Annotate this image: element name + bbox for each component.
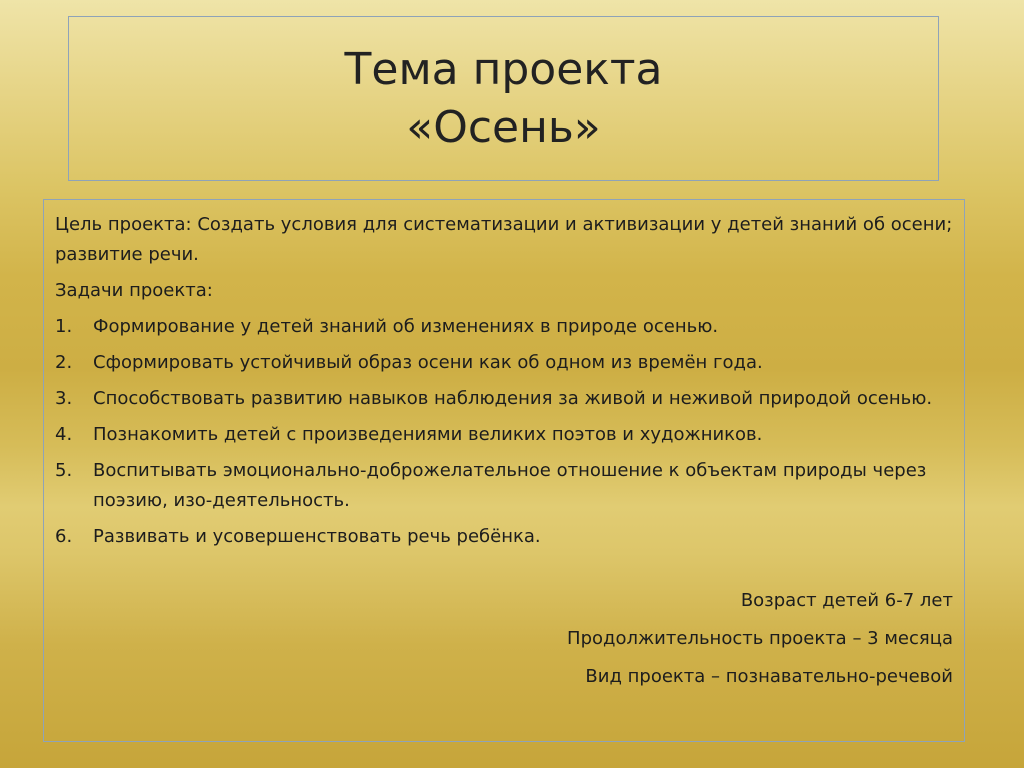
title-box	[68, 16, 939, 181]
tasks-list	[55, 312, 954, 552]
task-number: 5.	[55, 460, 73, 481]
project-details	[55, 586, 954, 692]
task-number: 6.	[55, 526, 73, 547]
children-age: Возраст детей 6-7 лет	[740, 590, 953, 611]
project-goal: Цель проекта: Создать условия для систематизации и активизации у детей знаний об осени; развитие речи.	[55, 214, 953, 265]
task-item	[55, 348, 954, 378]
task-item	[55, 312, 954, 342]
project-type: Вид проекта – познавательно-речевой	[585, 666, 953, 687]
task-number: 2.	[55, 352, 73, 373]
task-text: Способствовать развитию навыков наблюдения за живой и неживой природой осенью.	[93, 388, 933, 409]
task-item	[55, 522, 954, 552]
project-duration: Продолжительность проекта – 3 месяца	[567, 628, 953, 649]
task-item	[55, 384, 954, 414]
task-text: Развивать и усовершенствовать речь ребёнка.	[93, 526, 541, 547]
task-text: Формирование у детей знаний об изменениях в природе осенью.	[93, 316, 719, 337]
task-item	[55, 456, 954, 516]
slide-title-line-1: Тема проекта	[344, 43, 663, 95]
task-text: Познакомить детей с произведениями великих поэтов и художников.	[93, 424, 763, 445]
content-box	[43, 199, 965, 742]
task-number: 1.	[55, 316, 73, 337]
task-number: 3.	[55, 388, 73, 409]
task-text: Воспитывать эмоционально-доброжелательное отношение к объектам природы через поэзию, изо-деятельность.	[93, 460, 927, 511]
tasks-heading: Задачи проекта:	[55, 280, 213, 301]
slide-title-line-2: «Осень»	[406, 101, 601, 153]
task-number: 4.	[55, 424, 73, 445]
task-text: Сформировать устойчивый образ осени как об одном из времён года.	[93, 352, 763, 373]
task-item	[55, 420, 954, 450]
